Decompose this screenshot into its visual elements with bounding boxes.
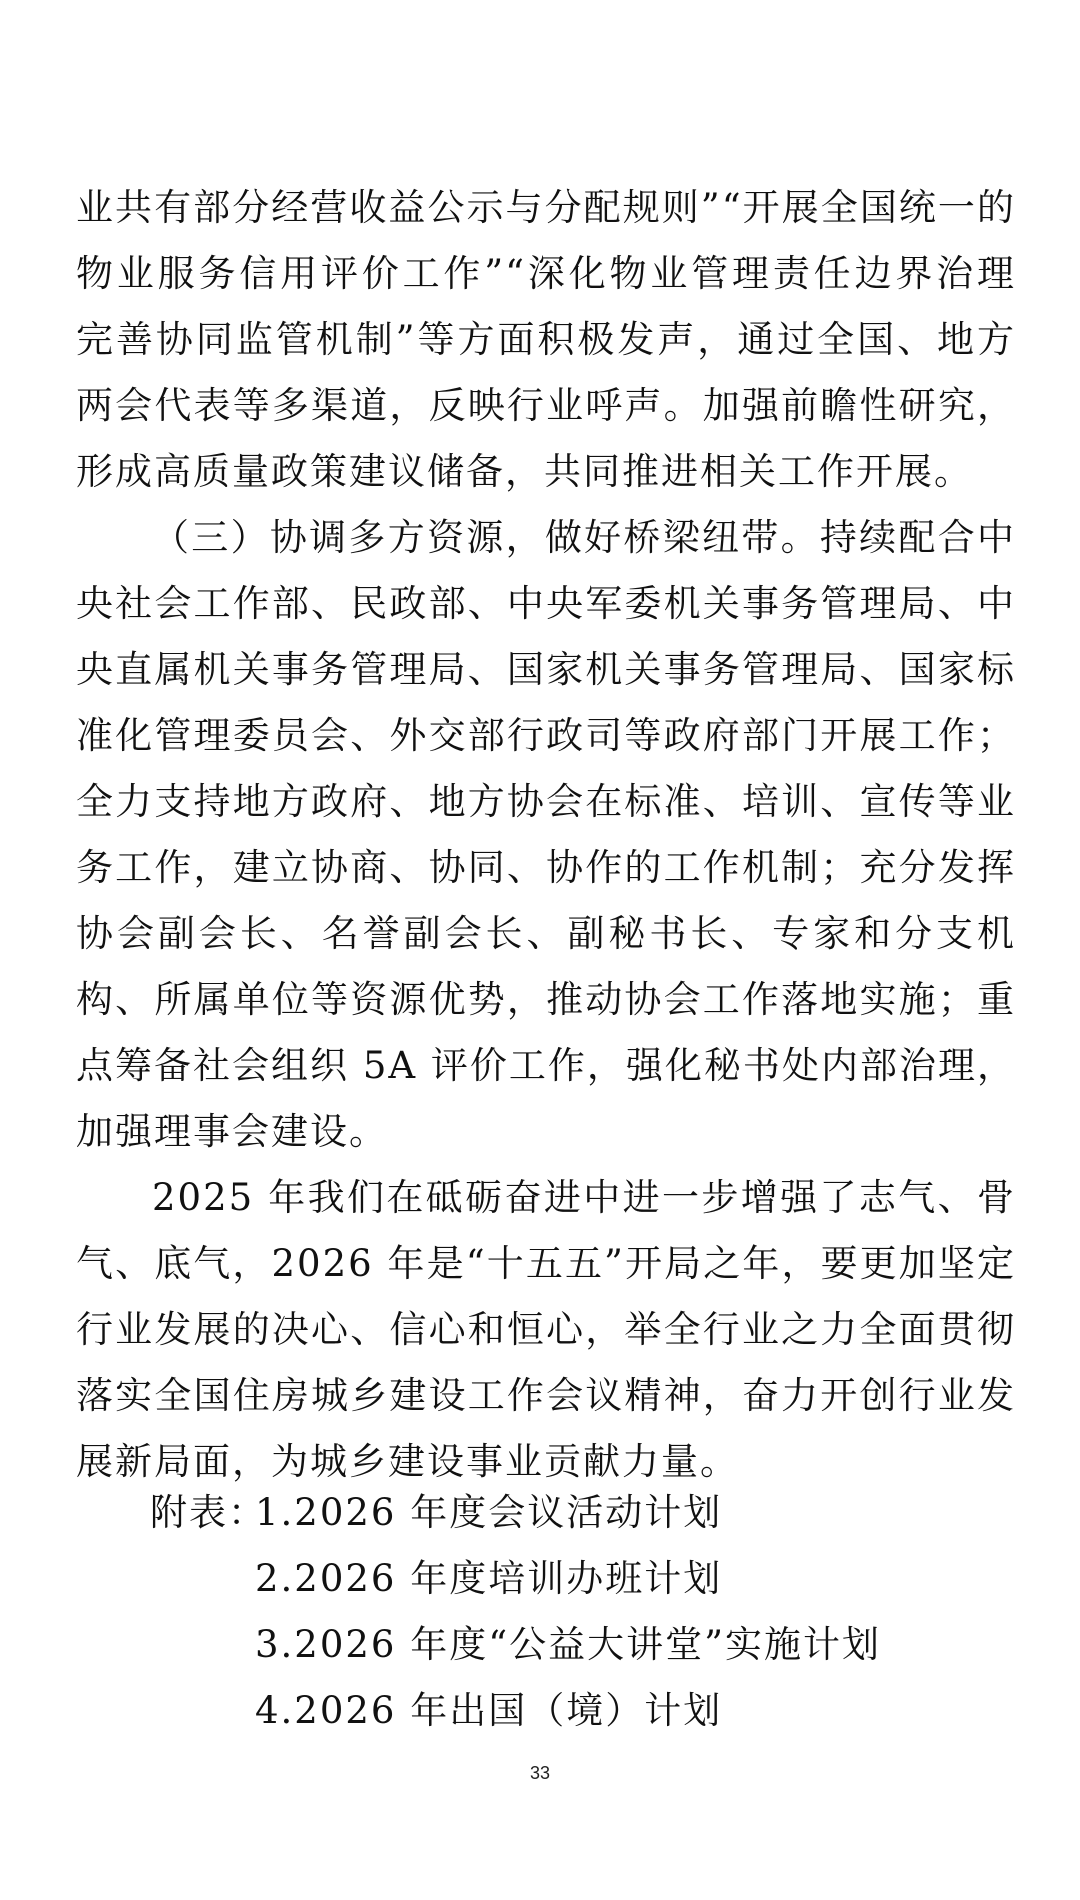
- body-text: [76, 175, 1016, 1495]
- attachment-label: 附表：: [150, 1491, 267, 1534]
- attachment-item: 1.2026 年度会议活动计划: [255, 1491, 723, 1534]
- attachment-item: 4.2026 年出国（境）计划: [255, 1689, 723, 1732]
- paragraph-continuation: 业共有部分经营收益公示与分配规则”“开展全国统一的物业服务信用评价工作”“深化物业管理责任边界治理 完善协同监管机制”等方面积极发声，通过全国、地方两会代表等多渠道，反映行业呼声。加强前瞻性研究，形成高质量政策建议储备，共同推进相关工作开展。: [76, 186, 1016, 493]
- attachment-item: 2.2026 年度培训办班计划: [255, 1557, 723, 1600]
- attachment-item: 3.2026 年度“公益大讲堂”实施计划: [255, 1623, 882, 1666]
- paragraph-conclusion: 2025 年我们在砥砺奋进中进一步增强了志气、骨气、底气，2026 年是“十五五”开局之年，要更加坚定行业发展的决心、信心和恒心，举全行业之力全面贯彻落实全国住房城乡建设工作会议精神，奋力开创行业发展新局面，为城乡建设事业贡献力量。: [76, 1176, 1016, 1483]
- paragraph-coordinate-resources: （三）协调多方资源，做好桥梁纽带。持续配合中央社会工作部、民政部、中央军委机关事务管理局、中央直属机关事务管理局、国家机关事务管理局、国家标准化管理委员会、外交部行政司等政府部门开展工作；全力支持地方政府、地方协会在标准、培训、宣传等业务工作，建立协商、协同、协作的工作机制；充分发挥协会副会长、名誉副会长、副秘书长、专家和分支机构、所属单位等资源优势，推动协会工作落地实施；重点筹备社会组织 5A 评价工作，强化秘书处内部治理，加强理事会建设。: [76, 516, 1016, 1153]
- page-number: 33: [529, 1763, 551, 1783]
